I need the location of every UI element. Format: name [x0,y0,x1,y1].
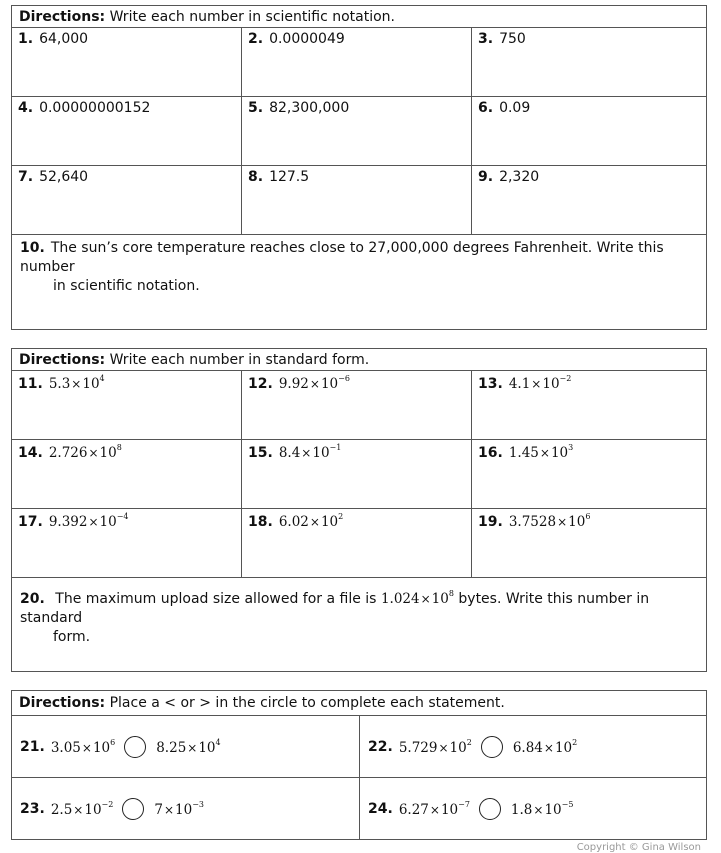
section-scientific-notation [11,5,707,330]
expression: $8.4\times 10^{-1}$ [278,443,342,461]
expression: $4.1\times 10^{-2}$ [508,374,572,392]
problem-24: 24. $6.27\times 10^{-7}$ $1.8\times 10^{-5}$ [368,800,574,818]
problem-16: 16. $1.45\times 10^3$ [472,440,706,509]
problem-22: 22. $5.729\times 10^2$ $6.84\times 10^2$ [360,716,706,778]
problem-20: 20. The maximum upload size allowed for a file is $1.024\times 10^8$ bytes. Write this number in standard form. [20,589,650,645]
right-expression: $7\times 10^{-3}$ [154,800,204,818]
expression: $9.392\times 10^{-4}$ [48,512,129,530]
problem-5: 5. 82,300,000 [242,97,472,166]
directions-label: Directions: [19,9,106,25]
directions-text: Write each number in scientific notation. [109,9,396,25]
problem-3: 3. 750 [472,28,706,97]
right-expression: $1.8\times 10^{-5}$ [510,800,574,818]
section-standard-form [11,348,707,672]
problem-14: 14. $2.726\times 10^8$ [12,440,242,509]
problem-19: 19. $3.7528\times 10^6$ [472,509,706,578]
directions-3 [12,691,706,716]
directions-text: Place a < or > in the circle to complete each statement. [109,695,505,711]
footer-copyright: Copyright © Gina Wilson [576,842,701,853]
expression: $6.02\times 10^2$ [278,512,344,530]
left-expression: $3.05\times 10^6$ [50,737,116,756]
directions-1 [12,6,706,28]
section-compare [11,690,707,840]
answer-circle[interactable] [124,736,146,758]
directions-label: Directions: [19,352,106,368]
answer-circle[interactable] [481,736,503,758]
directions-text: Write each number in standard form. [109,352,370,368]
problem-6: 6. 0.09 [472,97,706,166]
expression: $2.726\times 10^8$ [48,443,122,461]
problem-17: 17. $9.392\times 10^{-4}$ [12,509,242,578]
problem-12: 12. $9.92\times 10^{-6}$ [242,371,472,440]
right-expression: $6.84\times 10^2$ [512,737,578,756]
left-expression: $5.729\times 10^2$ [398,737,472,756]
directions-2 [12,349,706,371]
problem-10: 10. The sun’s core temperature reaches close to 27,000,000 degrees Fahrenheit. Write this number in scientific notation. [20,240,664,294]
left-expression: $2.5\times 10^{-2}$ [50,800,114,818]
expression: $1.45\times 10^3$ [508,443,574,461]
right-expression: $8.25\times 10^4$ [156,737,221,756]
expression: $3.7528\times 10^6$ [508,512,591,530]
left-expression: $6.27\times 10^{-7}$ [398,800,470,818]
problem-2: 2. 0.0000049 [242,28,472,97]
problem-18: 18. $6.02\times 10^2$ [242,509,472,578]
expression: $5.3\times 10^4$ [48,374,105,392]
problem-11: 11. $5.3\times 10^4$ [12,371,242,440]
problem-15: 15. $8.4\times 10^{-1}$ [242,440,472,509]
answer-circle[interactable] [122,798,144,820]
problem-4: 4. 0.00000000152 [12,97,242,166]
problem-9: 9. 2,320 [472,166,706,235]
problem-21: 21. $3.05\times 10^6$ $8.25\times 10^4$ [12,716,360,778]
expression: $9.92\times 10^{-6}$ [278,374,350,392]
answer-circle[interactable] [479,798,501,820]
problem-1: 1. 64,000 [12,28,242,97]
problem-13: 13. $4.1\times 10^{-2}$ [472,371,706,440]
directions-label: Directions: [19,695,106,711]
problem-23: 23. $2.5\times 10^{-2}$ $7\times 10^{-3}$ [12,778,360,840]
problem-8: 8. 127.5 [242,166,472,235]
problem-7: 7. 52,640 [12,166,242,235]
